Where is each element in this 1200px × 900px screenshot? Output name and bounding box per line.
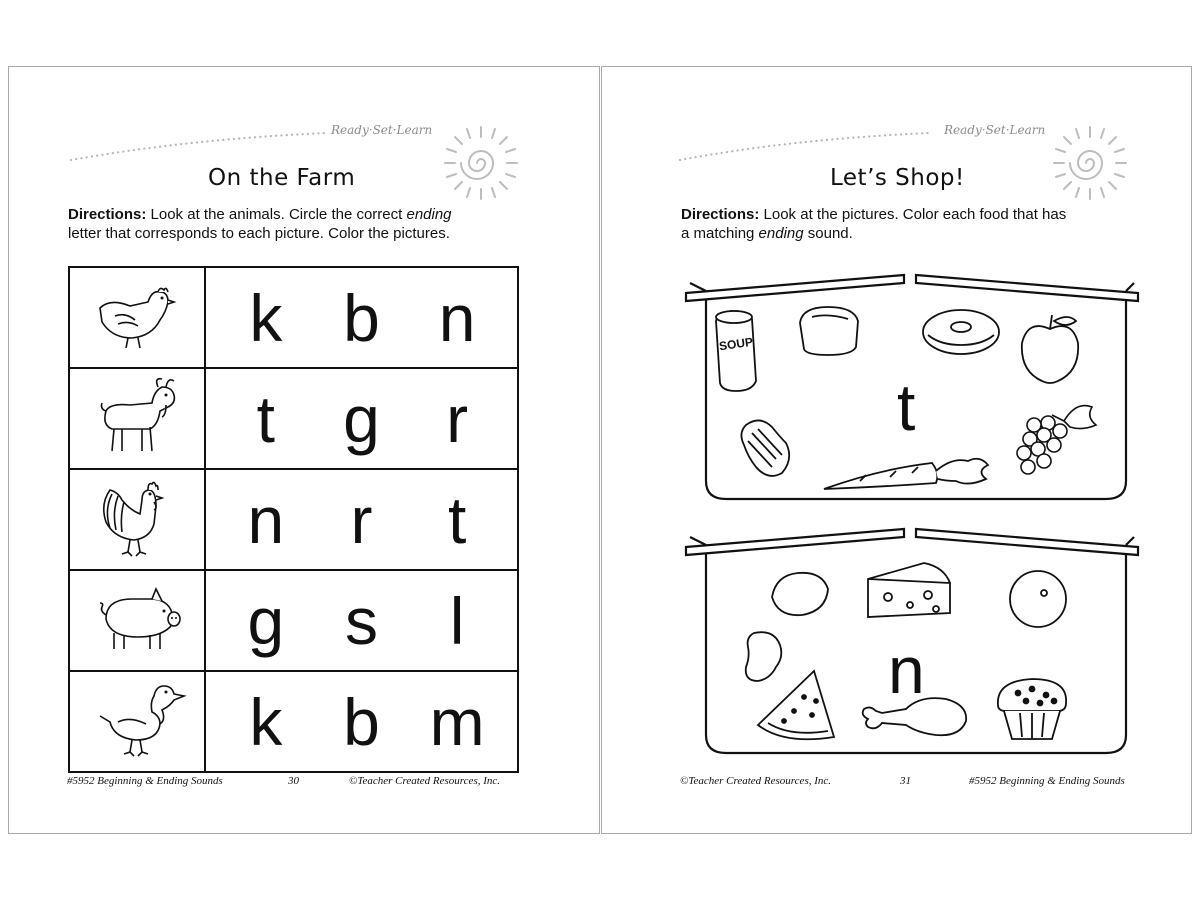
lemon-icon: [768, 567, 832, 621]
picture-cell: [69, 469, 205, 570]
letter-option[interactable]: g: [247, 583, 285, 658]
duck-icon: [70, 672, 204, 766]
letter-options-cell: [205, 570, 518, 671]
footer-left: #5952 Beginning & Ending Sounds: [67, 775, 223, 787]
apple-icon: [1016, 311, 1084, 387]
letter-option[interactable]: n: [247, 482, 285, 557]
footer-left: ©Teacher Created Resources, Inc.: [680, 775, 832, 787]
letter-option[interactable]: k: [249, 280, 283, 355]
donut-icon: [920, 305, 1002, 359]
letter-options-cell: [205, 368, 518, 469]
directions-emphasis: ending: [758, 225, 804, 242]
peanut-icon: [736, 415, 794, 481]
sun-spiral-icon: [441, 123, 521, 203]
letter-option[interactable]: r: [446, 381, 469, 456]
page-title: On the Farm: [208, 165, 356, 191]
orange-icon: [1006, 565, 1070, 631]
directions-emphasis: ending: [406, 206, 452, 223]
letter-option[interactable]: n: [438, 280, 476, 355]
directions-text: [68, 205, 538, 243]
letter-option[interactable]: r: [350, 482, 373, 557]
letter-option[interactable]: b: [343, 280, 380, 355]
table-row: [69, 570, 518, 671]
directions-label: Directions:: [681, 206, 760, 223]
sun-spiral-icon: [1050, 123, 1130, 203]
brand-logo-text: Ready·Set·Learn: [944, 123, 1046, 137]
directions-part-1: Look at the pictures. Color each food that has: [763, 206, 1067, 223]
footer-page-number: 30: [288, 775, 299, 787]
picture-cell: [69, 368, 205, 469]
picture-cell: [69, 570, 205, 671]
directions-text: [681, 205, 1151, 243]
letter-option[interactable]: l: [449, 583, 465, 658]
letter-option[interactable]: s: [344, 583, 378, 658]
letter-choice-table: [68, 266, 519, 773]
footer-page-number: 31: [900, 775, 911, 787]
table-row: [69, 671, 518, 772]
letter-option[interactable]: g: [343, 381, 380, 456]
soup-label: SOUP: [718, 334, 754, 354]
page-title: Let’s Shop!: [830, 165, 965, 191]
bread-icon: [792, 303, 864, 359]
letter-options-cell: [205, 671, 518, 772]
soup-can-icon: [712, 307, 758, 397]
picture-cell: [69, 267, 205, 368]
left-page: [8, 66, 600, 834]
right-page: [601, 66, 1192, 834]
table-row: [69, 469, 518, 570]
letter-option[interactable]: t: [447, 482, 467, 557]
table-row: [69, 368, 518, 469]
chicken-leg-icon: [854, 693, 970, 741]
letter-options-cell: [205, 267, 518, 368]
cheese-icon: [864, 557, 954, 623]
letter-option[interactable]: b: [343, 684, 380, 759]
directions-part-1: Look at the animals. Circle the correct: [150, 206, 403, 223]
picture-cell: [69, 671, 205, 772]
rooster-icon: [70, 470, 204, 564]
watermelon-icon: [754, 667, 840, 747]
grapes-icon: [1004, 397, 1100, 479]
directions-part-2-pre: a matching: [681, 225, 755, 242]
directions-part-2-post: sound.: [807, 225, 853, 242]
carrot-icon: [820, 451, 992, 495]
letter-option[interactable]: m: [429, 684, 485, 759]
muffin-icon: [992, 671, 1072, 745]
directions-part-2: letter that corresponds to each picture. Color the pictures.: [68, 225, 450, 242]
footer-right: #5952 Beginning & Ending Sounds: [969, 775, 1125, 787]
directions-label: Directions:: [68, 206, 147, 223]
letter-option[interactable]: k: [249, 684, 283, 759]
goat-icon: [70, 369, 204, 463]
footer-right: ©Teacher Created Resources, Inc.: [349, 775, 501, 787]
hen-icon: [70, 268, 204, 362]
target-letter: n: [888, 633, 925, 707]
brand-logo-text: Ready·Set·Learn: [331, 123, 433, 137]
letter-options-cell: [205, 469, 518, 570]
target-letter: t: [897, 370, 916, 444]
table-row: [69, 267, 518, 368]
letter-option[interactable]: t: [256, 381, 275, 456]
pig-icon: [70, 571, 204, 665]
